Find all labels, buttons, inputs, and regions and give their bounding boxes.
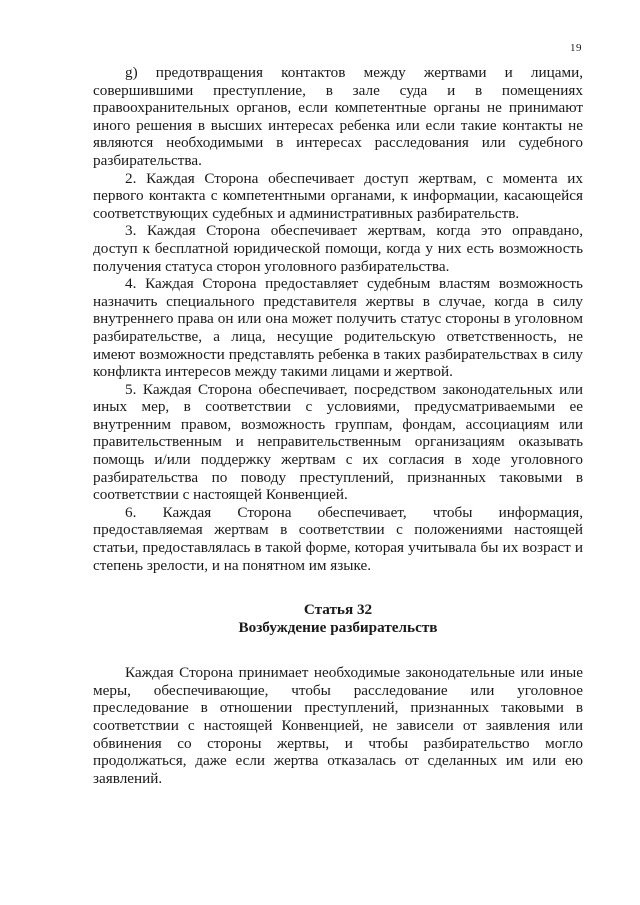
article-number: Статья 32 xyxy=(303,601,373,619)
article-body xyxy=(93,664,583,787)
article-paragraph: Каждая Сторона принимает необходимые законодательные или иные меры, обеспечивающие, чтобы расследование или уголовное преследование в отношении преступлений, признанных таковыми в соответствии с настоящей Конвенцией, не зависели от заявления или обвинения со стороны жертвы, и чтобы разбирательство могло продолжаться, даже если жертва отказалась от сделанных им или ею заявлений. xyxy=(93,664,583,787)
document-body xyxy=(93,64,583,787)
paragraph-g: g) предотвращения контактов между жертвами и лицами, совершившими преступление, в зале суда и в помещениях правоохранительных органов, если компетентные органы не принимают иного решения в высших интересах ребенка или если такие контакты не являются необходимыми в интересах расследования или судебного разбирательства. xyxy=(93,64,583,169)
paragraph-5: 5. Каждая Сторона обеспечивает, посредством законодательных или иных мер, в соответствии с условиями, предусматриваемыми ее внутренним правом, возможность группам, фондам, ассоциациям или правительственным и неправительственным организациям оказывать помощь и/или поддержку жертвам с их согласия в ходе уголовного разбирательства по поводу преступлений, признанных таковыми в соответствии с настоящей Конвенцией. xyxy=(93,380,583,504)
paragraph-3: 3. Каждая Сторона обеспечивает жертвам, когда это оправдано, доступ к бесплатной юридической помощи, когда у них есть возможность получения статуса сторон уголовного разбирательства. xyxy=(93,222,583,275)
paragraph-4: 4. Каждая Сторона предоставляет судебным властям возможность назначить специального представителя жертвы в случае, когда в силу внутреннего права он или она может получить статус стороны в уголовном разбирательстве, а лица, несущие родительскую ответственность, не имеют возможности представлять ребенка в таких разбирательствах в силу конфликта интересов между такими лицами и жертвой. xyxy=(93,275,583,381)
article-title: Возбуждение разбирательств xyxy=(238,619,438,637)
page-number: 19 xyxy=(570,42,582,54)
paragraph-2: 2. Каждая Сторона обеспечивает доступ жертвам, с момента их первого контакта с компетентными органами, к информации, касающейся соответствующих судебных и административных разбирательств. xyxy=(93,169,583,222)
paragraph-6: 6. Каждая Сторона обеспечивает, чтобы информация, предоставляемая жертвам в соответствии с положениями настоящей статьи, предоставлялась в такой форме, которая учитывала бы их возраст и степень зрелости, и на понятном им языке. xyxy=(93,503,583,574)
article-heading xyxy=(93,601,583,637)
